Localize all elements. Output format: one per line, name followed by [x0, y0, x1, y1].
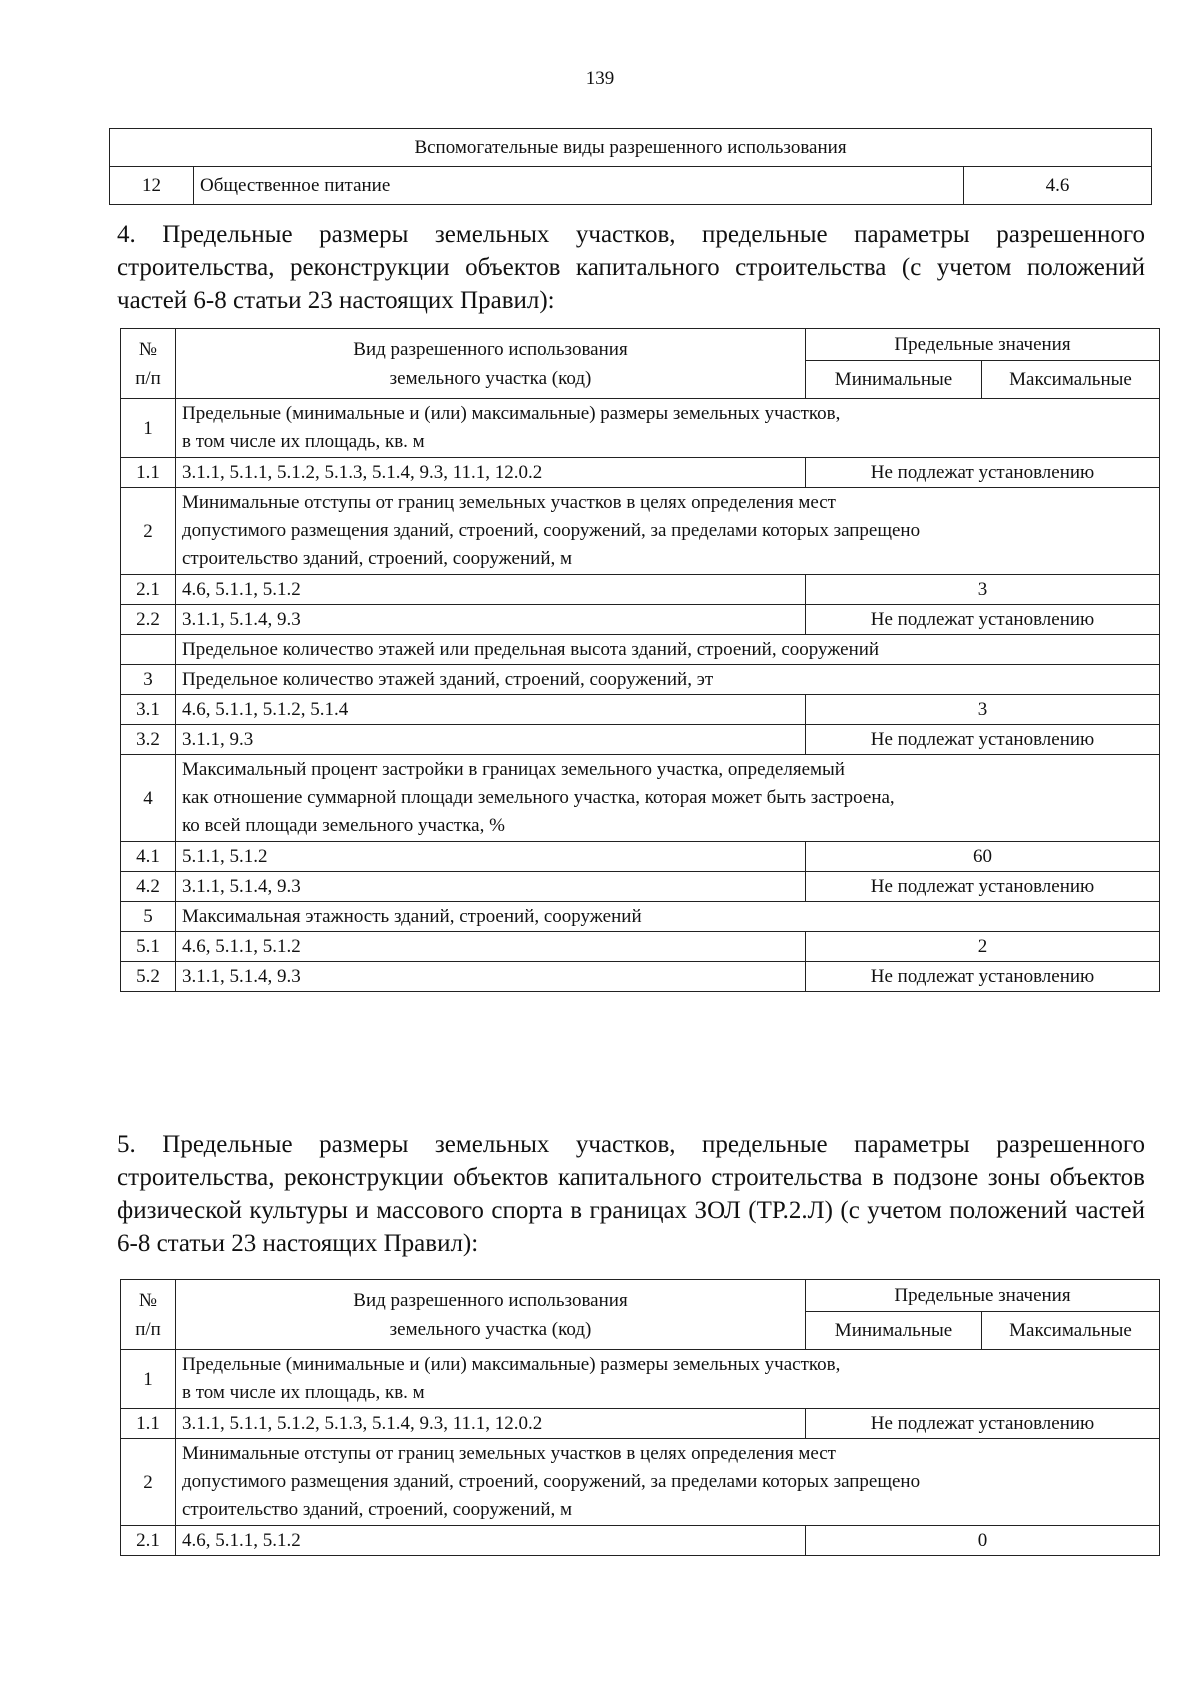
row-number: 1.1 [121, 458, 176, 488]
row-text-line: строительство зданий, строений, сооружений, м [182, 1499, 573, 1520]
table-row [121, 635, 1160, 665]
column-number-sublabel: п/п [135, 1318, 161, 1340]
row-number: 4.1 [121, 842, 176, 872]
row-number: 1 [121, 399, 176, 458]
row-number: 2.2 [121, 605, 176, 635]
row-number: 2.1 [121, 1526, 176, 1556]
row-number: 4 [121, 755, 176, 842]
row-codes: 4.6, 5.1.1, 5.1.2 [176, 575, 806, 605]
row-codes: 5.1.1, 5.1.2 [176, 842, 806, 872]
row-value: 0 [806, 1526, 1160, 1556]
table-row [121, 1439, 1160, 1526]
row-number: 12 [110, 167, 194, 205]
row-text-line: как отношение суммарной площади земельного участка, которая может быть застроена, [182, 787, 895, 808]
row-text-line: допустимого размещения зданий, строений, сооружений, за пределами которых запрещено [182, 520, 921, 541]
row-text-line: Предельные (минимальные и (или) максимальные) размеры земельных участков, [182, 403, 841, 424]
table-row [121, 755, 1160, 842]
row-codes: 3.1.1, 9.3 [176, 725, 806, 755]
row-description [176, 1439, 1160, 1526]
row-number: 5.2 [121, 962, 176, 992]
table-header-row [121, 1280, 1160, 1312]
row-number: 3.2 [121, 725, 176, 755]
column-min-header: Минимальные [806, 361, 982, 399]
table-row [121, 488, 1160, 575]
table-row [121, 932, 1160, 962]
column-limits-header: Предельные значения [806, 1280, 1160, 1312]
row-description [176, 1350, 1160, 1409]
column-max-header: Максимальные [982, 1312, 1160, 1350]
row-number: 1.1 [121, 1409, 176, 1439]
table-row [121, 842, 1160, 872]
row-description [176, 755, 1160, 842]
auxiliary-uses-table [109, 128, 1152, 205]
row-value: Не подлежат установлению [806, 605, 1160, 635]
column-number-label: № [138, 1289, 158, 1311]
column-kind-header [176, 329, 806, 399]
row-codes: 3.1.1, 5.1.4, 9.3 [176, 962, 806, 992]
row-text-line: Максимальный процент застройки в границах земельного участка, определяемый [182, 759, 845, 780]
table-row [110, 167, 1152, 205]
column-kind-label: Вид разрешенного использования [353, 338, 628, 360]
section-5-limits-table [120, 1279, 1160, 1556]
row-codes: 4.6, 5.1.1, 5.1.2 [176, 1526, 806, 1556]
table-row [121, 605, 1160, 635]
row-text-line: Минимальные отступы от границ земельных участков в целях определения мест [182, 1443, 836, 1464]
table-row [121, 1350, 1160, 1409]
row-text-line: ко всей площади земельного участка, % [182, 815, 505, 836]
row-codes: 3.1.1, 5.1.1, 5.1.2, 5.1.3, 5.1.4, 9.3, 11.1, 12.0.2 [176, 458, 806, 488]
row-value: Не подлежат установлению [806, 725, 1160, 755]
row-number: 3 [121, 665, 176, 695]
column-kind-label: Вид разрешенного использования [353, 1289, 628, 1311]
table-row [121, 902, 1160, 932]
column-min-header: Минимальные [806, 1312, 982, 1350]
table-row [121, 665, 1160, 695]
table-row [121, 399, 1160, 458]
row-description [176, 488, 1160, 575]
auxiliary-uses-header: Вспомогательные виды разрешенного использования [110, 129, 1152, 167]
column-kind-header [176, 1280, 806, 1350]
row-number: 5 [121, 902, 176, 932]
row-value: 3 [806, 695, 1160, 725]
row-text-line: строительство зданий, строений, сооружений, м [182, 548, 573, 569]
row-number: 2.1 [121, 575, 176, 605]
row-description: Предельное количество этажей или предельная высота зданий, строений, сооружений [176, 635, 1160, 665]
table-row [121, 725, 1160, 755]
table-row [121, 695, 1160, 725]
row-number: 3.1 [121, 695, 176, 725]
row-number: 2 [121, 1439, 176, 1526]
row-number: 2 [121, 488, 176, 575]
table-row [121, 458, 1160, 488]
table-row [121, 1409, 1160, 1439]
page-number: 139 [585, 68, 615, 89]
row-codes: 3.1.1, 5.1.4, 9.3 [176, 605, 806, 635]
row-codes: 3.1.1, 5.1.1, 5.1.2, 5.1.3, 5.1.4, 9.3, 11.1, 12.0.2 [176, 1409, 806, 1439]
row-value: Не подлежат установлению [806, 962, 1160, 992]
column-kind-sublabel: земельного участка (код) [389, 1318, 592, 1340]
row-description: Максимальная этажность зданий, строений, сооружений [176, 902, 1160, 932]
row-text-line: Предельные (минимальные и (или) максимальные) размеры земельных участков, [182, 1354, 841, 1375]
row-text-line: Минимальные отступы от границ земельных участков в целях определения мест [182, 492, 836, 513]
column-number-header [121, 329, 176, 399]
table-row [121, 1526, 1160, 1556]
row-codes: 4.6, 5.1.1, 5.1.2 [176, 932, 806, 962]
row-number [121, 635, 176, 665]
row-value: 3 [806, 575, 1160, 605]
row-codes: 3.1.1, 5.1.4, 9.3 [176, 872, 806, 902]
row-text-line: в том числе их площадь, кв. м [182, 1382, 425, 1403]
table-row [121, 962, 1160, 992]
row-text-line: допустимого размещения зданий, строений, сооружений, за пределами которых запрещено [182, 1471, 921, 1492]
row-description: Предельное количество этажей зданий, строений, сооружений, эт [176, 665, 1160, 695]
row-value: Не подлежат установлению [806, 1409, 1160, 1439]
section-4-limits-table [120, 328, 1160, 992]
row-number: 4.2 [121, 872, 176, 902]
table-header-row [110, 129, 1152, 167]
table-header-row [121, 329, 1160, 361]
row-value: Не подлежат установлению [806, 458, 1160, 488]
row-number: 1 [121, 1350, 176, 1409]
column-number-sublabel: п/п [135, 367, 161, 389]
column-number-label: № [138, 338, 158, 360]
column-max-header: Максимальные [982, 361, 1160, 399]
section-5-paragraph: 5. Предельные размеры земельных участков, предельные параметры разрешенного строительства, реконструкции объектов капитального строительства в подзоне зоны объектов физической культуры и массового спорта в границах ЗОЛ (ТР.2.Л) (с учетом положений частей 6-8 статьи 23 настоящих Правил): [117, 1131, 1145, 1257]
row-description [176, 399, 1160, 458]
table-row [121, 872, 1160, 902]
row-number: 5.1 [121, 932, 176, 962]
table-row [121, 575, 1160, 605]
section-4-paragraph: 4. Предельные размеры земельных участков, предельные параметры разрешенного строительства, реконструкции объектов капитального строительства (с учетом положений частей 6-8 статьи 23 настоящих Правил): [117, 221, 1145, 314]
row-codes: 4.6, 5.1.1, 5.1.2, 5.1.4 [176, 695, 806, 725]
row-value: Не подлежат установлению [806, 872, 1160, 902]
column-limits-header: Предельные значения [806, 329, 1160, 361]
use-code: 4.6 [964, 167, 1152, 205]
column-number-header [121, 1280, 176, 1350]
row-text-line: в том числе их площадь, кв. м [182, 431, 425, 452]
row-value: 60 [806, 842, 1160, 872]
use-name: Общественное питание [194, 167, 964, 205]
column-kind-sublabel: земельного участка (код) [389, 367, 592, 389]
row-value: 2 [806, 932, 1160, 962]
